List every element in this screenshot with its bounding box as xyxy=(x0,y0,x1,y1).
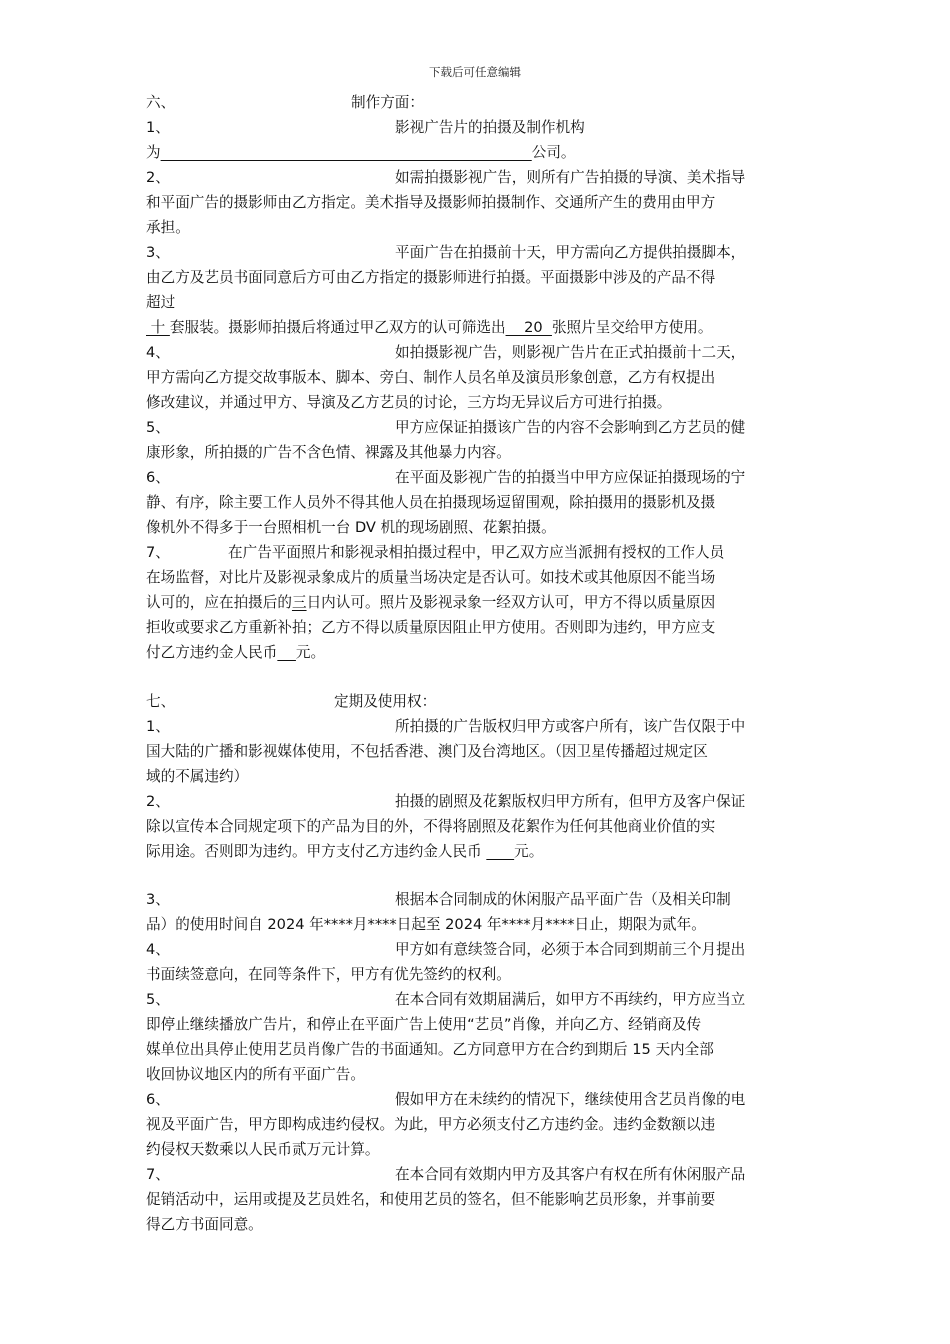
item-number: 3、 xyxy=(146,244,170,261)
paragraph-text: 甲方应保证拍摄该广告的内容不会影响到乙方艺员的健 xyxy=(395,419,746,436)
paragraph-line: 超过 xyxy=(146,294,176,311)
section-number: 六、 xyxy=(146,94,176,111)
item-number: 4、 xyxy=(146,941,170,958)
s7-item7-line1 xyxy=(146,1163,804,1187)
paragraph-line: 拒收或要求乙方重新补拍；乙方不得以质量原因阻止甲方使用。否则即为违约，甲方应支 xyxy=(146,619,716,636)
s7-item6-line1 xyxy=(146,1088,804,1112)
paragraph-line: 在场监督，对比片及影视录象成片的质量当场决定是否认可。如技术或其他原因不能当场 xyxy=(146,569,716,586)
paragraph-line: 除以宣传本合同规定项下的产品为目的外，不得将剧照及花絮作为任何其他商业价值的实 xyxy=(146,818,716,835)
paragraph-text: 如拍摄影视广告，则影视广告片在正式拍摄前十二天， xyxy=(395,344,746,361)
paragraph-text: 平面广告在拍摄前十天，甲方需向乙方提供拍摄脚本， xyxy=(395,244,746,261)
paragraph-text: 在平面及影视广告的拍摄当中甲方应保证拍摄现场的宁 xyxy=(395,469,746,486)
paragraph-text: 元。 xyxy=(514,843,544,860)
blank-outfit-count: 十 xyxy=(146,319,170,336)
paragraph-line: 媒单位出具停止使用艺员肖像广告的书面通知。乙方同意甲方在合约到期后 15 天内全部 xyxy=(146,1041,714,1058)
item-number: 7、 xyxy=(146,544,170,561)
paragraph-line: 域的不属违约） xyxy=(146,768,249,785)
paragraph-text: 甲方如有意续签合同，必须于本合同到期前三个月提出 xyxy=(395,941,746,958)
s7-item5-line1 xyxy=(146,988,804,1012)
paragraph-line: 书面续签意向，在同等条件下，甲方有优先签约的权利。 xyxy=(146,966,511,983)
item-number: 1、 xyxy=(146,119,170,136)
paragraph-line: 静、有序，除主要工作人员外不得其他人员在拍摄现场逗留围观，除拍摄用的摄影机及摄 xyxy=(146,494,716,511)
paragraph-line: 视及平面广告，甲方即构成违约侵权。为此，甲方必须支付乙方违约金。违约金数额以违 xyxy=(146,1116,716,1133)
s6-item7-line3 xyxy=(146,591,804,615)
s6-item4-line1 xyxy=(146,341,804,365)
paragraph-text: 公司。 xyxy=(531,144,576,161)
item-number: 6、 xyxy=(146,469,170,486)
s7-item2-line3 xyxy=(146,840,804,864)
s7-item4-line1 xyxy=(146,938,804,962)
section-number: 七、 xyxy=(146,693,176,710)
paragraph-text: 拍摄的剧照及花絮版权归甲方所有，但甲方及客户保证 xyxy=(395,793,746,810)
blank-amount xyxy=(486,843,514,860)
paragraph-line: 承担。 xyxy=(146,219,190,236)
item-number: 5、 xyxy=(146,419,170,436)
s6-item7-line5 xyxy=(146,641,804,665)
page-header-note: 下载后可任意编辑 xyxy=(429,65,521,79)
paragraph-text: 元。 xyxy=(295,644,326,661)
s6-item1-line1 xyxy=(146,116,804,140)
paragraph-text: 付乙方违约金人民币 xyxy=(146,644,278,661)
item-number: 2、 xyxy=(146,793,170,810)
s6-item2-line1 xyxy=(146,166,804,190)
paragraph-line: 约侵权天数乘以人民币贰万元计算。 xyxy=(146,1141,380,1158)
blank-photo-count: 20 xyxy=(505,319,552,336)
item-number: 4、 xyxy=(146,344,170,361)
s6-item3-line1 xyxy=(146,241,804,265)
s7-item3-line1 xyxy=(146,888,804,912)
paragraph-line: 由乙方及艺员书面同意后方可由乙方指定的摄影师进行拍摄。平面摄影中涉及的产品不得 xyxy=(146,269,716,286)
paragraph-text: 在本合同有效期内甲方及其客户有权在所有休闲服产品 xyxy=(395,1166,746,1183)
section-title: 定期及使用权： xyxy=(334,693,437,710)
s6-item3-line4 xyxy=(146,316,804,340)
blank-amount xyxy=(277,644,296,661)
section-title: 制作方面： xyxy=(351,94,424,111)
paragraph-text: 为 xyxy=(146,144,161,161)
blank-company-name xyxy=(161,144,532,161)
item-number: 1、 xyxy=(146,718,170,735)
paragraph-line: 康形象，所拍摄的广告不含色情、裸露及其他暴力内容。 xyxy=(146,444,511,461)
paragraph-line: 品）的使用时间自 2024 年****月****日起至 2024 年****月****日止，期限为贰年。 xyxy=(146,916,706,933)
paragraph-text: 影视广告片的拍摄及制作机构 xyxy=(395,119,585,136)
paragraph-line: 国大陆的广播和影视媒体使用，不包括香港、澳门及台湾地区。（因卫星传播超过规定区 xyxy=(146,743,708,760)
paragraph-line: 和平面广告的摄影师由乙方指定。美术指导及摄影师拍摄制作、交通所产生的费用由甲方 xyxy=(146,194,716,211)
item-number: 7、 xyxy=(146,1166,170,1183)
item-number: 2、 xyxy=(146,169,170,186)
s6-item1-line2 xyxy=(146,141,804,165)
paragraph-text: 在本合同有效期届满后，如甲方不再续约，甲方应当立 xyxy=(395,991,746,1008)
paragraph-line: 即停止继续播放广告片，和停止在平面广告上使用“艺员”肖像，并向乙方、经销商及传 xyxy=(146,1016,702,1033)
item-number: 5、 xyxy=(146,991,170,1008)
s7-item1-line1 xyxy=(146,715,804,739)
paragraph-text: 张照片呈交给甲方使用。 xyxy=(551,319,713,336)
blank-days: 三 xyxy=(291,594,307,611)
paragraph-text: 际用途。否则即为违约。甲方支付乙方违约金人民币 xyxy=(146,843,487,860)
paragraph-text: 根据本合同制成的休闲服产品平面广告（及相关印制 xyxy=(395,891,731,908)
paragraph-text: 假如甲方在未续约的情况下，继续使用含艺员肖像的电 xyxy=(395,1091,746,1108)
paragraph-text: 套服装。摄影师拍摄后将通过甲乙双方的认可筛选出 xyxy=(169,319,506,336)
s6-item5-line1 xyxy=(146,416,804,440)
paragraph-line: 促销活动中，运用或提及艺员姓名，和使用艺员的签名，但不能影响艺员形象，并事前要 xyxy=(146,1191,716,1208)
paragraph-text: 在广告平面照片和影视录相拍摄过程中，甲乙双方应当派拥有授权的工作人员 xyxy=(228,544,725,561)
section-6-heading xyxy=(146,91,804,115)
paragraph-text: 认可的，应在拍摄后的 xyxy=(146,594,292,611)
item-number: 6、 xyxy=(146,1091,170,1108)
paragraph-line: 收回协议地区内的所有平面广告。 xyxy=(146,1066,365,1083)
s7-item2-line1 xyxy=(146,790,804,814)
paragraph-text: 日内认可。照片及影视录象一经双方认可，甲方不得以质量原因 xyxy=(306,594,716,611)
paragraph-text: 如需拍摄影视广告，则所有广告拍摄的导演、美术指导 xyxy=(395,169,746,186)
s6-item7-line1 xyxy=(146,541,804,565)
paragraph-line: 甲方需向乙方提交故事版本、脚本、旁白、制作人员名单及演员形象创意，乙方有权提出 xyxy=(146,369,716,386)
item-number: 3、 xyxy=(146,891,170,908)
paragraph-line: 像机外不得多于一台照相机一台 DV 机的现场剧照、花絮拍摄。 xyxy=(146,519,556,536)
paragraph-line: 修改建议，并通过甲方、导演及乙方艺员的讨论，三方均无异议后方可进行拍摄。 xyxy=(146,394,672,411)
s6-item6-line1 xyxy=(146,466,804,490)
paragraph-line: 得乙方书面同意。 xyxy=(146,1216,263,1233)
paragraph-text: 所拍摄的广告版权归甲方或客户所有，该广告仅限于中 xyxy=(395,718,746,735)
section-7-heading xyxy=(146,690,804,714)
